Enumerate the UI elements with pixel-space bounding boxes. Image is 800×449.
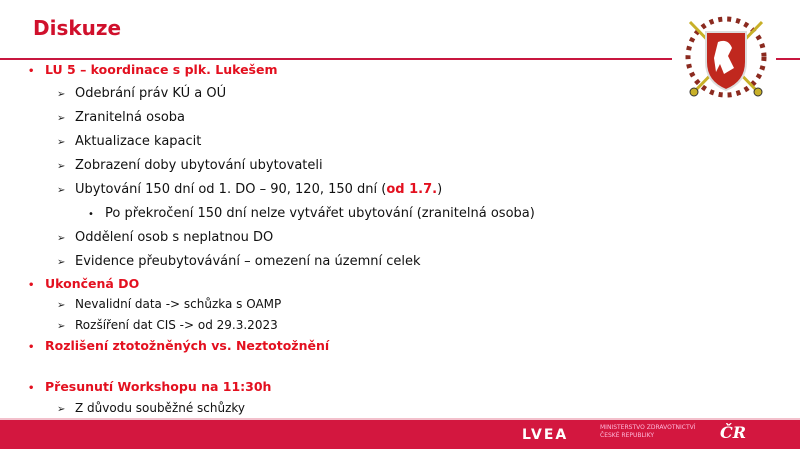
bullet-item: [28, 276, 139, 291]
bullet-icon: •: [28, 66, 35, 77]
arrow-bullet-icon: ➢: [57, 404, 66, 415]
arrow-bullet-icon: ➢: [57, 185, 66, 196]
sub-item: [57, 182, 442, 197]
sub-item: [57, 318, 278, 332]
item-text: Ukončená DO: [45, 276, 140, 291]
item-text: Z důvodu souběžné schůzky: [75, 401, 246, 415]
slide-title: Diskuze: [33, 16, 122, 40]
bullet-icon: •: [28, 342, 35, 353]
sub-item: [57, 297, 281, 311]
sub-item: [57, 110, 185, 125]
item-text: Přesunutí Workshopu na 11:30h: [45, 379, 272, 394]
item-text: Rozlišení ztotožněných vs. Neztotožnění: [45, 338, 330, 353]
arrow-bullet-icon: ➢: [57, 161, 66, 172]
sub-item: [57, 401, 245, 415]
arrow-bullet-icon: ➢: [57, 257, 66, 268]
ministry-logo-text: [600, 424, 696, 440]
sub-item: [57, 158, 323, 173]
sub-item: [57, 254, 421, 269]
lvea-logo: LVEA: [522, 427, 569, 443]
state-emblem-icon: [676, 12, 776, 102]
ministry-line-2: ČESKÉ REPUBLIKY: [600, 432, 655, 439]
item-text: Zobrazení doby ubytování ubytovateli: [75, 158, 323, 173]
item-text: LU 5 – koordinace s plk. Lukešem: [45, 62, 278, 77]
sub-item: [57, 86, 226, 101]
arrow-bullet-icon: ➢: [57, 137, 66, 148]
item-text-end: ): [437, 182, 443, 197]
bullet-icon: •: [28, 383, 35, 394]
arrow-bullet-icon: ➢: [57, 89, 66, 100]
bullet-icon: •: [28, 280, 35, 291]
item-text: Ubytování 150 dní od 1. DO – 90, 120, 150 dní (: [75, 182, 387, 197]
bullet-item: [28, 338, 329, 353]
item-text: Oddělení osob s neplatnou DO: [75, 230, 274, 245]
item-text: Rozšíření dat CIS -> od 29.3.2023: [75, 318, 278, 332]
cr-logo: ČR: [720, 423, 747, 442]
sub-item: [57, 134, 201, 149]
arrow-bullet-icon: ➢: [57, 300, 66, 311]
title-divider: [0, 58, 672, 60]
item-text: Nevalidní data -> schůzka s OAMP: [75, 297, 282, 311]
title-divider-right: [776, 58, 800, 60]
sub-item: [57, 230, 273, 245]
item-text: Aktualizace kapacit: [75, 134, 202, 149]
item-text: Evidence přeubytovávání – omezení na územní celek: [75, 254, 421, 269]
arrow-bullet-icon: ➢: [57, 321, 66, 332]
sub-sub-item: [88, 206, 535, 221]
item-text: Po překročení 150 dní nelze vytvářet ubytování (zranitelná osoba): [105, 206, 535, 221]
bullet-item: [28, 62, 278, 77]
bullet-item: [28, 379, 271, 394]
item-text: Zranitelná osoba: [75, 110, 186, 125]
arrow-bullet-icon: ➢: [57, 113, 66, 124]
highlight-date: od 1.7.: [386, 182, 438, 197]
ministry-line-1: MINISTERSTVO ZDRAVOTNICTVÍ: [600, 424, 696, 431]
bullet-icon: •: [88, 209, 94, 220]
item-text: Odebrání práv KÚ a OÚ: [75, 86, 227, 101]
arrow-bullet-icon: ➢: [57, 233, 66, 244]
